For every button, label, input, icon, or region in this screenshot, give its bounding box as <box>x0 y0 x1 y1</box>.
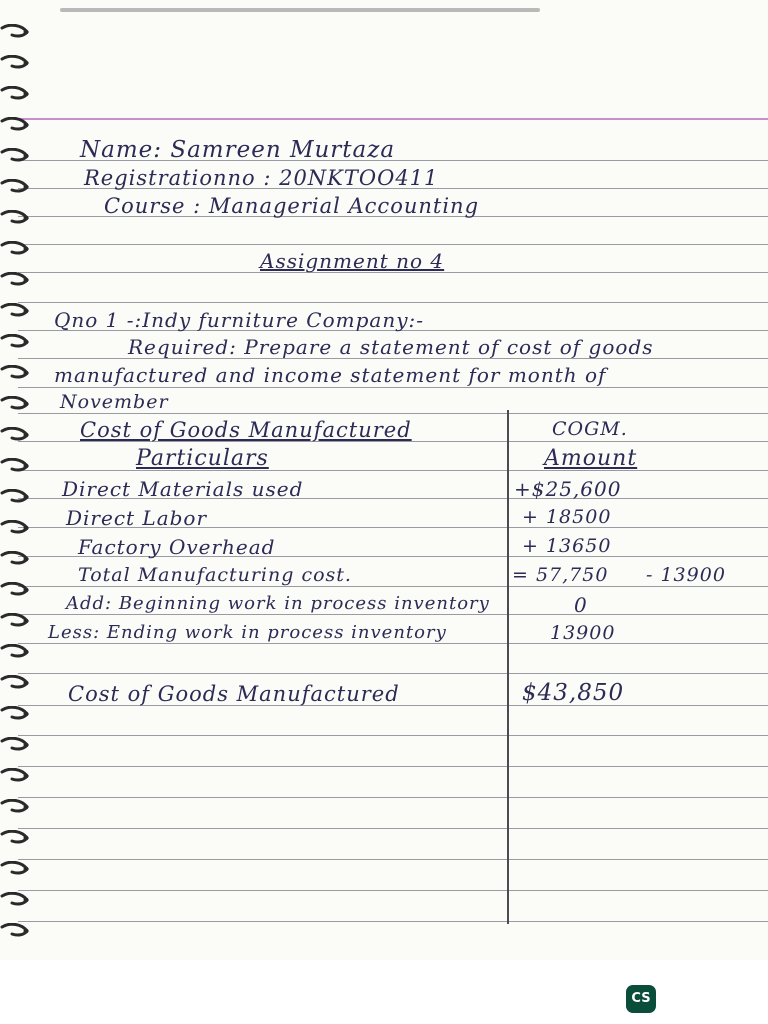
spiral-coil <box>0 861 30 875</box>
course-line: Course : Managerial Accounting <box>104 194 480 218</box>
ruled-line <box>18 387 768 388</box>
ruled-line <box>18 828 768 829</box>
ruled-line <box>18 859 768 860</box>
amount-header: Amount <box>544 446 638 471</box>
spiral-coil <box>0 365 30 379</box>
page-top-edge <box>60 8 540 12</box>
question-title: Qno 1 -:Indy furniture Company:- <box>54 308 424 332</box>
total-amount: $43,850 <box>522 680 625 706</box>
ruled-line <box>18 890 768 891</box>
ruled-line <box>18 766 768 767</box>
student-name-line: Name: Samreen Murtaza <box>80 137 396 163</box>
particulars-header: Particulars <box>136 446 269 471</box>
spiral-coil <box>0 458 30 472</box>
ruled-line <box>18 797 768 798</box>
statement-abbrev: COGM. <box>552 418 628 440</box>
row-amount: + 18500 <box>522 506 612 528</box>
spiral-coil <box>0 923 30 937</box>
spiral-coil <box>0 582 30 596</box>
row-amount: 13900 <box>550 622 616 644</box>
spiral-coil <box>0 830 30 844</box>
row-amount: 0 <box>574 593 588 617</box>
required-line-1: Required: Prepare a statement of cost of goods <box>128 335 654 359</box>
row-label: Total Manufacturing cost. <box>78 564 352 586</box>
spiral-coil <box>0 86 30 100</box>
spiral-coil <box>0 179 30 193</box>
spiral-coil <box>0 24 30 38</box>
spiral-coil <box>0 427 30 441</box>
spiral-coil <box>0 613 30 627</box>
spiral-coil <box>0 117 30 131</box>
required-line-2: manufactured and income statement for month of <box>54 363 607 387</box>
ruled-line <box>18 244 768 245</box>
ruled-line <box>18 673 768 674</box>
spiral-coil <box>0 272 30 286</box>
spiral-coil <box>0 675 30 689</box>
spiral-coil <box>0 489 30 503</box>
spiral-coil <box>0 644 30 658</box>
row-label: Direct Labor <box>66 506 208 530</box>
statement-title: Cost of Goods Manufactured <box>80 418 412 442</box>
spiral-coil <box>0 706 30 720</box>
margin-top-rule <box>18 118 768 120</box>
ruled-line <box>18 413 768 414</box>
ruled-line <box>18 921 768 922</box>
spiral-coil <box>0 55 30 69</box>
row-label: Direct Materials used <box>62 477 304 501</box>
ruled-line <box>18 643 768 644</box>
spiral-coil <box>0 737 30 751</box>
ruled-line <box>18 470 768 471</box>
row-amount: = 57,750 <box>512 564 609 586</box>
spiral-coil <box>0 396 30 410</box>
spiral-coil <box>0 520 30 534</box>
spiral-coil <box>0 334 30 348</box>
row-amount: +$25,600 <box>514 477 622 501</box>
ruled-line <box>18 735 768 736</box>
total-label: Cost of Goods Manufactured <box>68 682 400 706</box>
spiral-coil <box>0 303 30 317</box>
row-label: Add: Beginning work in process inventory <box>66 593 490 614</box>
spiral-coil <box>0 148 30 162</box>
required-line-3: November <box>60 391 169 413</box>
spiral-coil <box>0 551 30 565</box>
ruled-line <box>18 302 768 303</box>
column-divider <box>507 410 509 924</box>
row-label: Less: Ending work in process inventory <box>48 622 447 643</box>
spiral-coil <box>0 241 30 255</box>
ruled-line <box>18 614 768 615</box>
camscanner-logo: CS <box>626 985 656 1013</box>
row-amount: + 13650 <box>522 535 612 557</box>
row-working-note: - 13900 <box>646 564 726 586</box>
ruled-line <box>18 586 768 587</box>
spiral-coil <box>0 768 30 782</box>
registration-line: Registrationno : 20NKTOO411 <box>84 166 439 190</box>
spiral-coil <box>0 892 30 906</box>
spiral-coil <box>0 799 30 813</box>
assignment-title: Assignment no 4 <box>260 249 445 273</box>
spiral-coil <box>0 210 30 224</box>
row-label: Factory Overhead <box>78 535 276 559</box>
